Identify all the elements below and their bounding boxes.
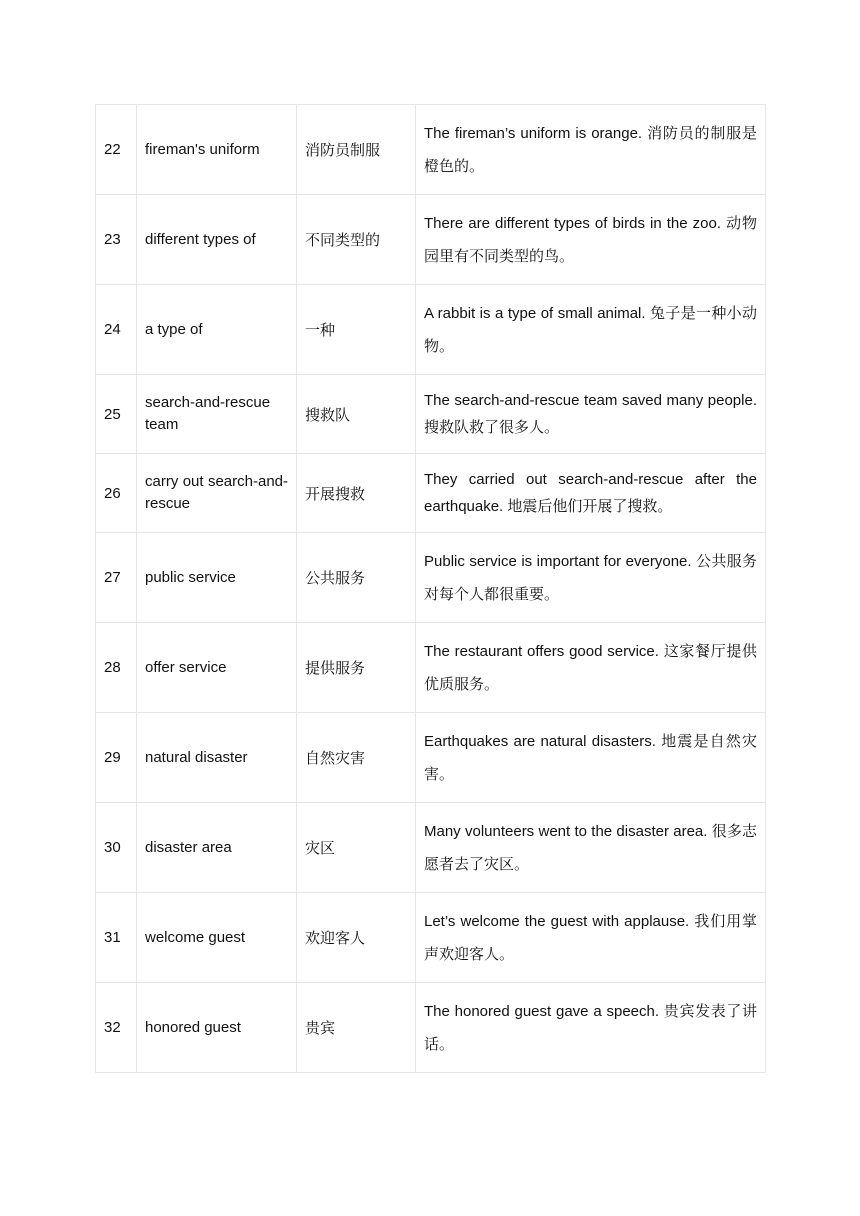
- row-number: 22: [96, 105, 137, 195]
- table-row: [96, 803, 766, 893]
- example-sentence: The search-and-rescue team saved many people. 搜救队救了很多人。: [416, 375, 766, 454]
- table-row: [96, 105, 766, 195]
- table-row: [96, 285, 766, 375]
- english-phrase: public service: [137, 533, 297, 623]
- row-number: 29: [96, 713, 137, 803]
- chinese-translation: 自然灾害: [297, 713, 416, 803]
- row-number: 25: [96, 375, 137, 454]
- english-phrase: disaster area: [137, 803, 297, 893]
- english-phrase: fireman's uniform: [137, 105, 297, 195]
- table-row: [96, 893, 766, 983]
- table-row: [96, 375, 766, 454]
- table-row: [96, 983, 766, 1073]
- table-row: [96, 713, 766, 803]
- english-phrase: a type of: [137, 285, 297, 375]
- example-sentence: Public service is important for everyone. 公共服务对每个人都很重要。: [416, 533, 766, 623]
- example-sentence: Earthquakes are natural disasters. 地震是自然灾害。: [416, 713, 766, 803]
- row-number: 30: [96, 803, 137, 893]
- english-phrase: honored guest: [137, 983, 297, 1073]
- chinese-translation: 欢迎客人: [297, 893, 416, 983]
- chinese-translation: 一种: [297, 285, 416, 375]
- example-sentence: They carried out search-and-rescue after the earthquake. 地震后他们开展了搜救。: [416, 454, 766, 533]
- row-number: 24: [96, 285, 137, 375]
- row-number: 31: [96, 893, 137, 983]
- english-phrase: search-and-rescue team: [137, 375, 297, 454]
- table-row: [96, 533, 766, 623]
- vocabulary-table: [95, 104, 766, 1073]
- example-sentence: A rabbit is a type of small animal. 兔子是一种小动物。: [416, 285, 766, 375]
- english-phrase: welcome guest: [137, 893, 297, 983]
- row-number: 26: [96, 454, 137, 533]
- row-number: 28: [96, 623, 137, 713]
- row-number: 27: [96, 533, 137, 623]
- example-sentence: Let’s welcome the guest with applause. 我们用掌声欢迎客人。: [416, 893, 766, 983]
- example-sentence: The honored guest gave a speech. 贵宾发表了讲话。: [416, 983, 766, 1073]
- example-sentence: There are different types of birds in the zoo. 动物园里有不同类型的鸟。: [416, 195, 766, 285]
- chinese-translation: 不同类型的: [297, 195, 416, 285]
- english-phrase: offer service: [137, 623, 297, 713]
- table-row: [96, 195, 766, 285]
- chinese-translation: 开展搜救: [297, 454, 416, 533]
- english-phrase: natural disaster: [137, 713, 297, 803]
- english-phrase: different types of: [137, 195, 297, 285]
- example-sentence: The restaurant offers good service. 这家餐厅提供优质服务。: [416, 623, 766, 713]
- chinese-translation: 提供服务: [297, 623, 416, 713]
- chinese-translation: 贵宾: [297, 983, 416, 1073]
- chinese-translation: 消防员制服: [297, 105, 416, 195]
- example-sentence: Many volunteers went to the disaster area. 很多志愿者去了灾区。: [416, 803, 766, 893]
- table-row: [96, 454, 766, 533]
- chinese-translation: 灾区: [297, 803, 416, 893]
- chinese-translation: 公共服务: [297, 533, 416, 623]
- table-row: [96, 623, 766, 713]
- chinese-translation: 搜救队: [297, 375, 416, 454]
- example-sentence: The fireman’s uniform is orange. 消防员的制服是橙色的。: [416, 105, 766, 195]
- row-number: 32: [96, 983, 137, 1073]
- row-number: 23: [96, 195, 137, 285]
- english-phrase: carry out search-and-rescue: [137, 454, 297, 533]
